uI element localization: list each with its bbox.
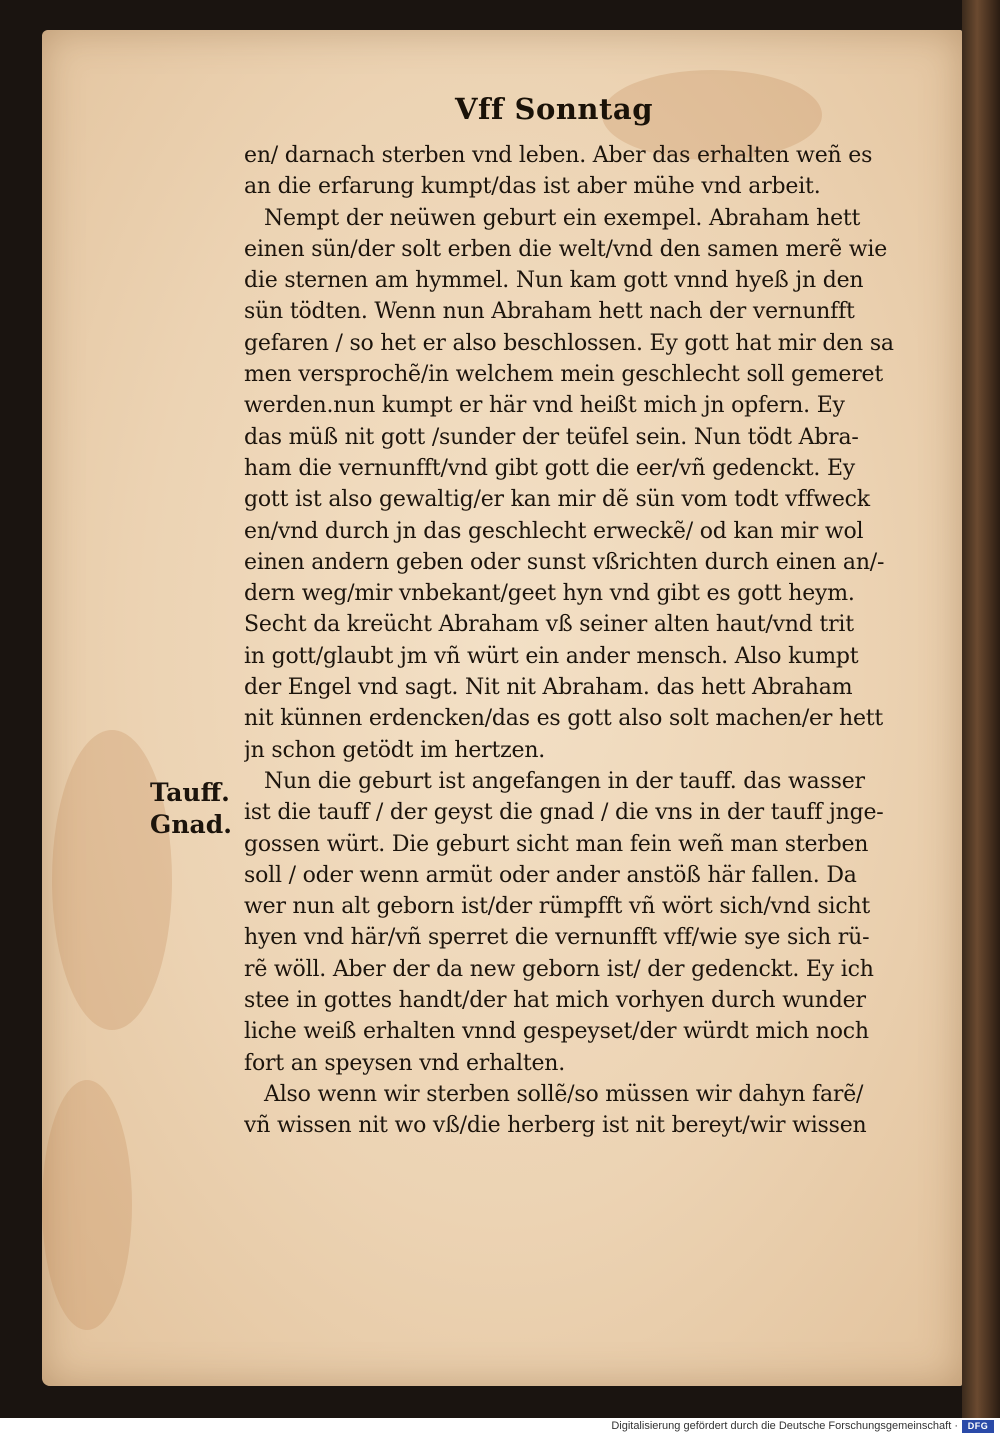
- text-line: an die erfarung kumpt/das ist aber mühe vnd arbeit.: [244, 174, 821, 200]
- text-line: liche weiß erhalten vnnd gespeyset/der würdt mich noch: [244, 1019, 869, 1045]
- text-line: jn schon getödt im hertzen.: [244, 737, 546, 763]
- page-stain: [42, 1080, 132, 1330]
- body-text: [244, 140, 949, 1142]
- text-line: vñ wissen nit wo vß/die herberg ist nit bereyt/wir wissen: [244, 1113, 867, 1139]
- text-line: Nun die geburt ist angefangen in der tauff. das wasser: [264, 768, 865, 794]
- dfg-logo[interactable]: DFG: [962, 1420, 994, 1433]
- running-head: Vff Sonntag: [455, 92, 653, 126]
- text-line: ham die vernunfft/vnd gibt gott die eer/vñ gedenckt. Ey: [244, 455, 856, 481]
- text-line: das müß nit gott /sunder der teüfel sein. Nun tödt Abra-: [244, 424, 859, 450]
- text-line: en/ darnach sterben vnd leben. Aber das erhalten weñ es: [244, 143, 873, 168]
- text-line: in gott/glaubt jm vñ würt ein ander mensch. Also kumpt: [244, 643, 859, 669]
- text-line: nit künnen erdencken/das es gott also solt machen/er hett: [244, 706, 884, 732]
- text-line: en/vnd durch jn das geschlecht erweckẽ/ od kan mir wol: [244, 518, 864, 544]
- text-line: wer nun alt geborn ist/der rümpfft vñ wört sich/vnd sicht: [244, 894, 871, 920]
- text-line: einen sün/der solt erben die welt/vnd den samen merẽ wie: [244, 236, 888, 262]
- text-line: sün tödten. Wenn nun Abraham hett nach der vernunfft: [244, 299, 855, 325]
- text-line: hyen vnd här/vñ sperret die vernunfft vff/wie sye sich rü-: [244, 925, 870, 951]
- text-line: gefaren / so het er also beschlossen. Ey gott hat mir den sa: [244, 330, 894, 356]
- text-line: die sternen am hymmel. Nun kam gott vnnd hyeß jn den: [244, 268, 864, 294]
- margin-note-tauff: Tauff.: [150, 778, 230, 807]
- text-line: einen andern geben oder sunst vßrichten durch einen an/-: [244, 549, 885, 575]
- page-stain: [52, 730, 172, 1030]
- text-line: dern weg/mir vnbekant/geet hyn vnd gibt es gott heym.: [244, 581, 855, 607]
- text-line: Also wenn wir sterben sollẽ/so müssen wir dahyn farẽ/: [264, 1081, 864, 1107]
- text-line: rẽ wöll. Aber der da new geborn ist/ der gedenckt. Ey ich: [244, 956, 874, 982]
- footer-credit: Digitalisierung gefördert durch die Deutsche Forschungsgemeinschaft ·: [611, 1420, 958, 1432]
- text-line: Nempt der neüwen geburt ein exempel. Abraham hett: [264, 205, 861, 231]
- margin-note-gnad: Gnad.: [150, 810, 232, 839]
- text-line: fort an speysen vnd erhalten.: [244, 1050, 566, 1076]
- text-line: der Engel vnd sagt. Nit nit Abraham. das hett Abraham: [244, 675, 853, 701]
- book-edge: [962, 0, 1000, 1418]
- text-line: gossen würt. Die geburt sicht man fein weñ man sterben: [244, 831, 869, 857]
- text-line: Secht da kreücht Abraham vß seiner alten haut/vnd trit: [244, 612, 854, 638]
- text-line: gott ist also gewaltig/er kan mir dẽ sün vom todt vffweck: [244, 487, 870, 513]
- text-line: soll / oder wenn armüt oder ander anstöß här fallen. Da: [244, 862, 857, 888]
- text-line: stee in gottes handt/der hat mich vorhyen durch wunder: [244, 988, 866, 1014]
- text-line: ist die tauff / der geyst die gnad / die vns in der tauff jnge-: [244, 800, 884, 826]
- text-line: werden.nun kumpt er här vnd heißt mich jn opfern. Ey: [244, 393, 845, 419]
- text-line: men versprochẽ/in welchem mein geschlecht soll gemeret: [244, 362, 884, 388]
